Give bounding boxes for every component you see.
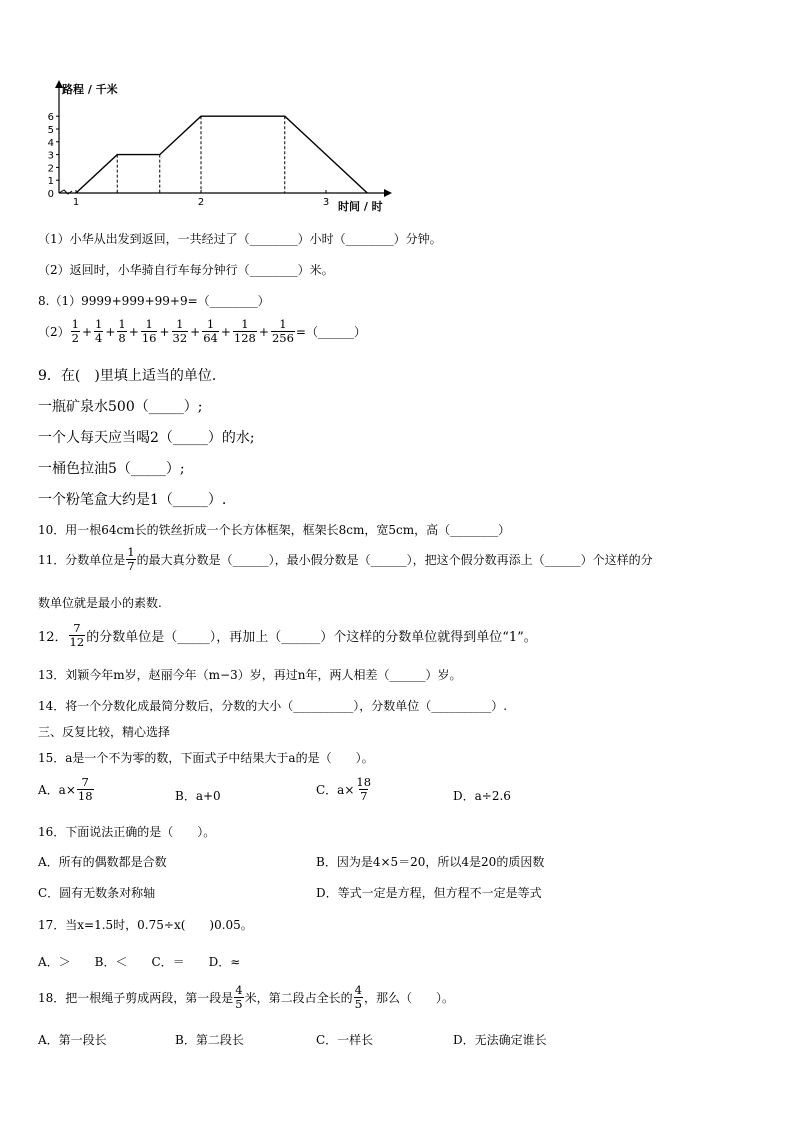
q16-option-a: A．所有的偶数都是合数 — [38, 855, 167, 869]
q8-fraction-den: 8 — [118, 331, 126, 345]
y-tick-label: 4 — [47, 137, 54, 149]
q15-option-c-text: C．a× — [316, 783, 355, 797]
q8-fraction-num: 1 — [279, 317, 287, 331]
q16-option-d: D．等式一定是方程，但方程不一定是等式 — [316, 886, 542, 900]
section-3-heading: 三、反复比较，精心选择 — [38, 725, 171, 739]
q17-stem: 17．当x=1.5时，0.75÷x( )0.05。 — [38, 918, 253, 932]
q18-text-a: 18．把一根绳子剪成两段，第一段是 — [38, 991, 234, 1005]
q15-option-a-num: 7 — [81, 775, 89, 789]
q18-fraction-2 — [354, 984, 363, 1011]
q15-option-c-fraction — [355, 776, 372, 803]
q12-fraction-num: 7 — [73, 621, 81, 635]
q8-fraction-num: 1 — [176, 317, 184, 331]
y-tick-label: 2 — [47, 163, 54, 175]
q11-fraction-den: 7 — [127, 559, 135, 573]
q8-fraction-den: 64 — [203, 331, 218, 345]
q8-fraction-num: 1 — [206, 317, 215, 331]
y-tick-label: 0 — [47, 189, 54, 200]
q9-item-3: 一桶色拉油5（_____）; — [38, 461, 185, 477]
q8-part2-suffix: =（______） — [295, 325, 366, 339]
x-tick-label: 1 — [72, 197, 80, 208]
q12-fraction-den: 12 — [69, 635, 85, 649]
q8-fraction-num: 1 — [95, 317, 103, 331]
q8-fraction-num: 1 — [241, 317, 249, 331]
q17-options: A．＞ B．＜ C．＝ D．≈ — [38, 955, 241, 969]
q14: 14．将一个分数化成最简分数后，分数的大小（__________），分数单位（__________）. — [38, 699, 508, 713]
q7-part2: （2）返回时，小华骑自行车每分钟行（________）米。 — [38, 263, 334, 277]
q16-stem: 16．下面说法正确的是（ ）。 — [38, 825, 216, 839]
q8-fraction-num: 1 — [118, 317, 126, 331]
q8-fraction-num: 1 — [145, 317, 153, 331]
q8-plus-sign: + — [258, 324, 269, 339]
q11-line1 — [38, 546, 653, 573]
q18-text-c: ，那么（ ）。 — [363, 991, 454, 1005]
q8-fraction — [271, 318, 295, 345]
q9-item-1: 一瓶矿泉水500（_____）; — [38, 399, 203, 415]
q7-part1: （1）小华从出发到返回，一共经过了（________）小时（________）分钟。 — [38, 232, 442, 246]
q10: 10．用一根64cm长的铁丝折成一个长方体框架，框架长8cm，宽5cm，高（________） — [38, 523, 511, 537]
x-tick-label: 3 — [322, 197, 330, 208]
q11-fraction — [126, 546, 135, 573]
y-axis-label: 路程 / 千米 — [62, 83, 118, 96]
q8-fraction-num: 1 — [71, 317, 79, 331]
q15-option-d: D．a÷2.6 — [453, 789, 511, 803]
q15-option-a-text: A．a× — [38, 783, 76, 797]
y-tick-label: 6 — [47, 112, 54, 124]
q11-fraction-num: 1 — [127, 545, 135, 559]
q18-fraction-2-num: 4 — [354, 983, 362, 997]
q18-text-b: 米，第二段占全长的 — [244, 991, 353, 1005]
x-axis-label: 时间 / 时 — [338, 200, 383, 213]
q12-text-a: 12． — [38, 630, 68, 645]
q8-fraction-sum — [70, 318, 296, 345]
q8-fraction-den: 4 — [95, 331, 103, 345]
q8-fraction — [233, 318, 257, 345]
q8-fraction-den: 256 — [271, 331, 294, 345]
q11-text-a: 11．分数单位是 — [38, 553, 126, 567]
q16-option-b: B．因为是4×5＝20，所以4是20的质因数 — [316, 855, 545, 869]
y-tick-label: 1 — [47, 176, 54, 188]
q18-fraction-1-den: 5 — [235, 997, 243, 1011]
q18-option-c: C．一样长 — [316, 1033, 374, 1047]
y-tick-label: 3 — [47, 150, 54, 162]
q8-fraction — [141, 318, 158, 345]
q9-item-2: 一个人每天应当喝2（_____）的水; — [38, 430, 255, 446]
q13: 13．刘颖今年m岁，赵丽今年（m−3）岁，再过n年，两人相差（______）岁。 — [38, 668, 462, 682]
q18-option-d: D．无法确定谁长 — [453, 1033, 547, 1047]
y-tick-label: 5 — [47, 125, 54, 136]
q15-stem: 15．a是一个不为零的数，下面式子中结果大于a的是（ ）。 — [38, 751, 374, 765]
q15-option-c — [316, 776, 373, 803]
q8-fraction — [71, 318, 80, 345]
q11-text-b: 的最大真分数是（______），最小假分数是（______），把这个假分数再添上（______）个这样的分 — [136, 553, 653, 567]
q8-fraction-den: 2 — [71, 331, 79, 345]
q18-fraction-1 — [234, 984, 243, 1011]
chart-ticks — [48, 112, 330, 208]
q8-plus-sign: + — [159, 324, 170, 339]
chart-series-line — [76, 116, 367, 193]
q9-title: 9．在( )里填上适当的单位． — [38, 368, 226, 384]
q18-option-a: A．第一段长 — [38, 1033, 107, 1047]
q18-stem — [38, 984, 454, 1011]
q8-plus-sign: + — [105, 324, 116, 339]
distance-time-chart — [38, 78, 398, 218]
q11-line2: 数单位就是最小的素数. — [38, 596, 162, 610]
q12-text-b: 的分数单位是（_____），再加上（______）个这样的分数单位就得到单位“1”。 — [86, 630, 537, 645]
q18-fraction-2-den: 5 — [354, 997, 362, 1011]
q8-plus-sign: + — [81, 324, 93, 339]
q15-option-a — [38, 776, 95, 803]
q15-option-a-fraction — [77, 776, 94, 803]
q8-plus-sign: + — [128, 324, 139, 339]
q16-option-c: C．圆有无数条对称轴 — [38, 886, 156, 900]
q18-option-b: B．第二段长 — [175, 1033, 244, 1047]
q8-fraction — [94, 318, 103, 345]
q9-item-4: 一个粉笔盒大约是1（_____）. — [38, 492, 227, 508]
q15-option-a-den: 18 — [77, 789, 93, 803]
q12-fraction — [69, 622, 86, 649]
x-tick-label: 2 — [197, 197, 205, 208]
chart-axes — [55, 80, 392, 197]
q15-option-c-den: 7 — [360, 789, 368, 803]
q15-option-c-num: 18 — [356, 775, 372, 789]
q8-part1: 8.（1）9999+999+99+9=（________） — [38, 294, 270, 308]
q18-fraction-1-num: 4 — [235, 983, 243, 997]
q8-fraction — [117, 318, 126, 345]
q8-part2 — [38, 318, 366, 345]
q8-fraction — [202, 318, 219, 345]
q12 — [38, 622, 537, 649]
q15-option-b: B．a+0 — [175, 789, 221, 803]
q8-plus-sign: + — [190, 324, 201, 339]
q8-fraction-den: 128 — [233, 331, 256, 345]
q8-fraction — [172, 318, 189, 345]
q8-part2-prefix: （2） — [38, 325, 70, 339]
q8-fraction-den: 32 — [172, 331, 188, 345]
q8-plus-sign: + — [220, 324, 231, 339]
q8-fraction-den: 16 — [141, 331, 157, 345]
